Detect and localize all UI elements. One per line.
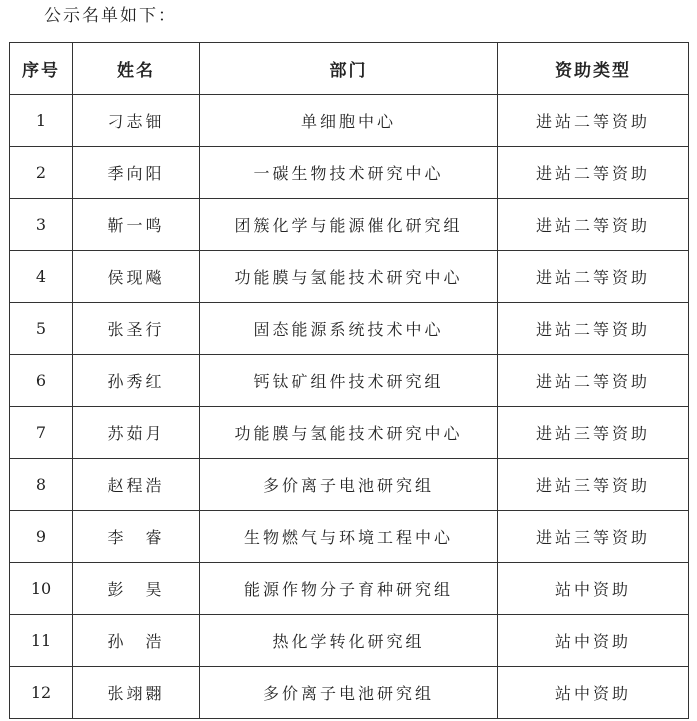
cell-name: 刁志钿 xyxy=(73,95,200,147)
cell-funding-type: 进站二等资助 xyxy=(498,147,689,199)
table-row xyxy=(10,667,689,719)
cell-department: 钙钛矿组件技术研究组 xyxy=(200,355,498,407)
cell-funding-type: 进站三等资助 xyxy=(498,511,689,563)
cell-funding-type: 进站二等资助 xyxy=(498,251,689,303)
cell-index: 4 xyxy=(10,251,73,303)
cell-department: 固态能源系统技术中心 xyxy=(200,303,498,355)
header-funding-type: 资助类型 xyxy=(498,43,689,95)
cell-department: 热化学转化研究组 xyxy=(200,615,498,667)
table-header-row xyxy=(10,43,689,95)
cell-funding-type: 站中资助 xyxy=(498,563,689,615)
cell-index: 10 xyxy=(10,563,73,615)
cell-department: 一碳生物技术研究中心 xyxy=(200,147,498,199)
table-row xyxy=(10,303,689,355)
cell-index: 3 xyxy=(10,199,73,251)
cell-index: 9 xyxy=(10,511,73,563)
table-row xyxy=(10,147,689,199)
cell-department: 功能膜与氢能技术研究中心 xyxy=(200,407,498,459)
header-name: 姓名 xyxy=(73,43,200,95)
table-row xyxy=(10,615,689,667)
cell-department: 生物燃气与环境工程中心 xyxy=(200,511,498,563)
cell-name: 李 睿 xyxy=(73,511,200,563)
cell-funding-type: 进站二等资助 xyxy=(498,303,689,355)
cell-department: 单细胞中心 xyxy=(200,95,498,147)
cell-funding-type: 进站二等资助 xyxy=(498,355,689,407)
cell-name: 苏茹月 xyxy=(73,407,200,459)
cell-funding-type: 站中资助 xyxy=(498,615,689,667)
cell-department: 能源作物分子育种研究组 xyxy=(200,563,498,615)
cell-funding-type: 进站三等资助 xyxy=(498,407,689,459)
cell-department: 多价离子电池研究组 xyxy=(200,459,498,511)
table-row xyxy=(10,407,689,459)
table-row xyxy=(10,199,689,251)
cell-name: 孙 浩 xyxy=(73,615,200,667)
cell-name: 张翊翾 xyxy=(73,667,200,719)
cell-name: 侯现飚 xyxy=(73,251,200,303)
cell-funding-type: 进站二等资助 xyxy=(498,95,689,147)
header-department: 部门 xyxy=(200,43,498,95)
cell-index: 1 xyxy=(10,95,73,147)
cell-funding-type: 进站二等资助 xyxy=(498,199,689,251)
cell-index: 5 xyxy=(10,303,73,355)
cell-name: 靳一鸣 xyxy=(73,199,200,251)
cell-name: 孙秀红 xyxy=(73,355,200,407)
header-index: 序号 xyxy=(10,43,73,95)
cell-index: 7 xyxy=(10,407,73,459)
table-row xyxy=(10,251,689,303)
roster-table xyxy=(9,42,689,719)
table-row xyxy=(10,95,689,147)
cell-index: 12 xyxy=(10,667,73,719)
cell-name: 季向阳 xyxy=(73,147,200,199)
cell-index: 6 xyxy=(10,355,73,407)
table-row xyxy=(10,563,689,615)
cell-funding-type: 站中资助 xyxy=(498,667,689,719)
intro-text: 公示名单如下： xyxy=(44,6,177,26)
table-row xyxy=(10,355,689,407)
table-row xyxy=(10,511,689,563)
cell-department: 功能膜与氢能技术研究中心 xyxy=(200,251,498,303)
cell-department: 多价离子电池研究组 xyxy=(200,667,498,719)
cell-name: 彭 昊 xyxy=(73,563,200,615)
cell-index: 11 xyxy=(10,615,73,667)
cell-name: 张圣行 xyxy=(73,303,200,355)
cell-index: 8 xyxy=(10,459,73,511)
cell-name: 赵程浩 xyxy=(73,459,200,511)
cell-department: 团簇化学与能源催化研究组 xyxy=(200,199,498,251)
table-row xyxy=(10,459,689,511)
cell-funding-type: 进站三等资助 xyxy=(498,459,689,511)
cell-index: 2 xyxy=(10,147,73,199)
